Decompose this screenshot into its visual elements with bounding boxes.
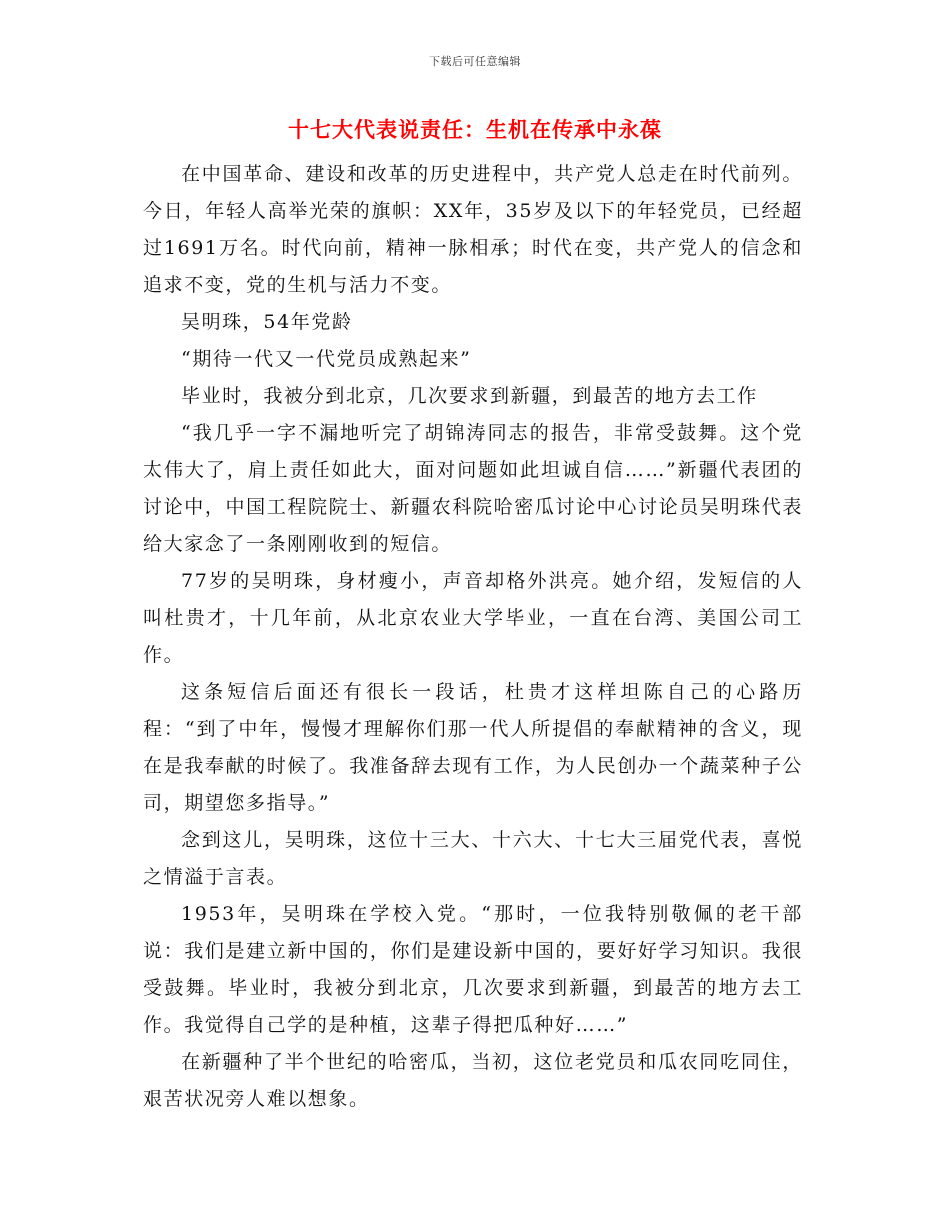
paragraph: 77岁的吴明珠，身材瘦小，声音却格外洪亮。她介绍，发短信的人叫杜贵才，十几年前，从北京农业大学毕业，一直在台湾、美国公司工作。 [143, 570, 803, 666]
paragraph: 在新疆种了半个世纪的哈密瓜，当初，这位老党员和瓜农同吃同住，艰苦状况旁人难以想象。 [143, 1051, 803, 1110]
paragraph-subheading-quote: “期待一代又一代党员成熟起来” [181, 348, 472, 370]
document-body [143, 156, 803, 1118]
document-title: 十七大代表说责任：生机在传承中永葆 [288, 117, 662, 142]
header-note: 下载后可任意编辑 [429, 55, 521, 68]
paragraph: 念到这儿，吴明珠，这位十三大、十六大、十七大三届党代表，喜悦之情溢于言表。 [143, 829, 803, 888]
paragraph: “我几乎一字不漏地听完了胡锦涛同志的报告，非常受鼓舞。这个党太伟大了，肩上责任如此大，面对问题如此坦诚自信……”新疆代表团的讨论中，中国工程院院士、新疆农科院哈密瓜讨论中心讨论员吴明珠代表给大家念了一条刚刚收到的短信。 [143, 422, 803, 555]
paragraph: 1953年，吴明珠在学校入党。“那时，一位我特别敬佩的老干部说：我们是建立新中国的，你们是建设新中国的，要好好学习知识。我很受鼓舞。毕业时，我被分到北京，几次要求到新疆，到最苦的地方去工作。我觉得自己学的是种植，这辈子得把瓜种好……” [143, 903, 803, 1036]
paragraph-intro: 在中国革命、建设和改革的历史进程中，共产党人总走在时代前列。今日，年轻人高举光荣的旗帜：XX年，35岁及以下的年轻党员，已经超过1691万名。时代向前，精神一脉相承；时代在变，共产党人的信念和追求不变，党的生机与活力不变。 [143, 163, 803, 296]
paragraph-subheading-name: 吴明珠，54年党龄 [181, 311, 353, 333]
paragraph: 这条短信后面还有很长一段话，杜贵才这样坦陈自己的心路历程：“到了中年，慢慢才理解你们那一代人所提倡的奉献精神的含义，现在是我奉献的时候了。我准备辞去现有工作，为人民创办一个蔬菜种子公司，期望您多指导。” [143, 681, 803, 814]
paragraph-subheading-summary: 毕业时，我被分到北京，几次要求到新疆，到最苦的地方去工作 [181, 385, 758, 407]
